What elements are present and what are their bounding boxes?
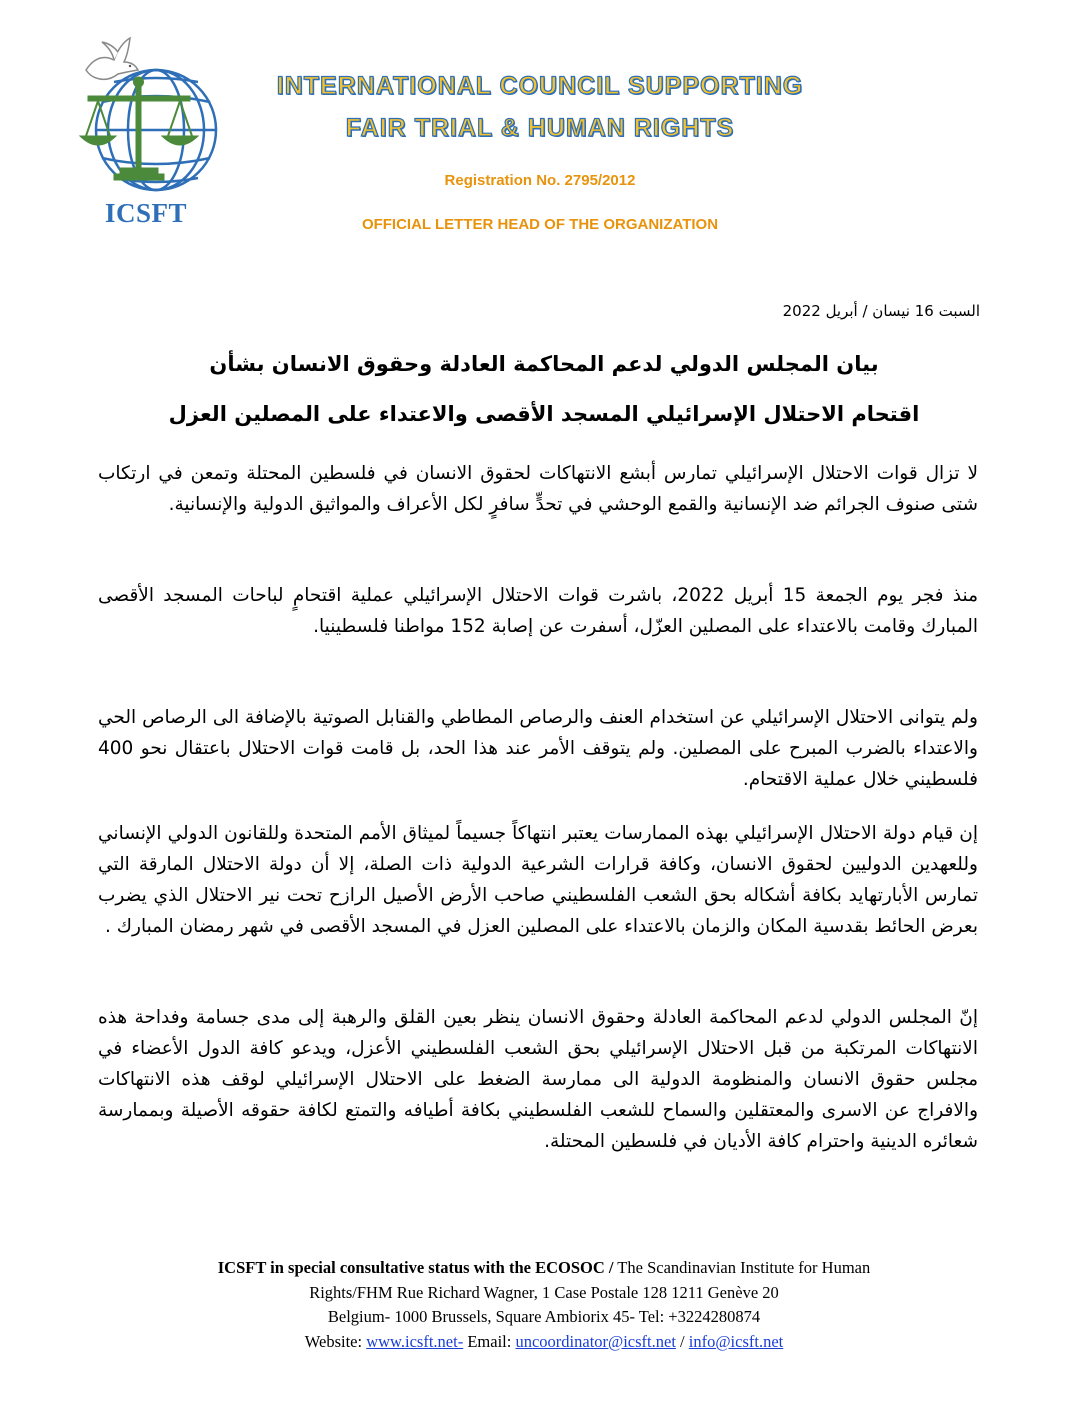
body-paragraph-5: إنّ المجلس الدولي لدعم المحاكمة العادلة وحقوق الانسان ينظر بعين القلق والرهبة إلى مدى جسامة وفداحة هذه الانتهاكات المرتكبة من قبل الاحتلال الإسرائيلي بحق الشعب الفلسطيني الأعزل، ويدعو كافة الدول الأعضاء في مجلس حقوق الانسان والمنظومة الدولية الى ممارسة الضغط على الاحتلال الإسرائيلي لوقف هذه الانتهاكات والافراج عن الاسرى والمعتقلين والسماح للشعب الفلسطيني بكافة أطيافه والتمتع لكافة حقوقه الأصيلة وبممارسة شعائره الدينية واحترام كافة الأديان في فلسطين المحتلة. xyxy=(98,1007,978,1152)
registration-number: Registration No. 2795/2012 xyxy=(444,172,636,189)
email-link-info[interactable]: info@icsft.net xyxy=(688,1331,784,1351)
official-letterhead-label: OFFICIAL LETTER HEAD OF THE ORGANIZATION xyxy=(361,216,719,233)
body-paragraph-4: إن قيام دولة الاحتلال الإسرائيلي بهذه الممارسات يعتبر انتهاكاً جسيماً لميثاق الأمم المتحدة وللقانون الدولي الإنساني وللعهدين الدوليين لحقوق الانسان، وكافة قرارات الشرعية الدولية ذات الصلة، إلا أن دولة الاحتلال المارقة التي تمارس الأبارتهايد بكافة أشكاله بحق الشعب الفلسطيني صاحب الأرض الأصيل الرازح تحت نير الاحتلال الذي يضرب بعرض الحائط بقدسية المكان والزمان بالاعتداء على المصلين العزل في المسجد الأقصى في شهر رمضان المبارك . xyxy=(98,823,978,937)
footer-line-2: Rights/FHM Rue Richard Wagner, 1 Case Postale 128 1211 Genève 20 xyxy=(309,1282,779,1302)
email-link-coordinator[interactable]: uncoordinator@icsft.net xyxy=(515,1331,676,1351)
website-link[interactable]: www.icsft.net- xyxy=(366,1331,464,1351)
statement-title-line1: بيان المجلس الدولي لدعم المحاكمة العادلة وحقوق الانسان بشأن xyxy=(209,352,879,376)
consultative-status-text: ICSFT in special consultative status with the ECOSOC / xyxy=(217,1258,614,1277)
scales-of-justice-icon xyxy=(80,77,198,180)
statement-title-line2: اقتحام الاحتلال الإسرائيلي المسجد الأقصى والاعتداء على المصلين العزل xyxy=(168,402,920,426)
dove-icon xyxy=(86,38,138,79)
body-paragraph-2: منذ فجر يوم الجمعة 15 أبريل 2022، باشرت قوات الاحتلال الإسرائيلي عملية اقتحامٍ لباحات المسجد الأقصى المبارك وقامت بالاعتداء على المصلين العزّل، أسفرت عن إصابة 152 مواطنا فلسطينيا. xyxy=(98,585,978,637)
institute-text: The Scandinavian Institute for Human xyxy=(613,1258,871,1277)
organization-name-line2: FAIR TRIAL & HUMAN RIGHTS xyxy=(345,114,735,142)
footer-line-3: Belgium- 1000 Brussels, Square Ambiorix 45- Tel: +3224280874 xyxy=(327,1307,761,1326)
document-date: السبت 16 نيسان / أبريل 2022 xyxy=(782,302,980,320)
email-label: Email: xyxy=(463,1331,516,1351)
logo-graphic xyxy=(68,30,228,205)
footer-line-1 xyxy=(100,1256,988,1281)
body-paragraph-3: ولم يتوانى الاحتلال الإسرائيلي عن استخدام العنف والرصاص المطاطي والقنابل الصوتية بالإضافة الى الرصاص الحي والاعتداء بالضرب المبرح على المصلين. ولم يتوقف الأمر عند هذا الحد، بل قامت قوات الاحتلال باعتقال نحو 400 فلسطيني خلال عملية الاقتحام. xyxy=(98,707,978,790)
footer xyxy=(100,1256,988,1354)
email-separator: / xyxy=(675,1331,689,1351)
footer-line-4 xyxy=(100,1330,988,1355)
body-paragraph-1: لا تزال قوات الاحتلال الإسرائيلي تمارس أبشع الانتهاكات لحقوق الانسان في فلسطين المحتلة وتمعن في ارتكاب شتى صنوف الجرائم ضد الإنسانية والقمع الوحشي في تحدٍّ سافرٍ لكل الأعراف والمواثيق الدولية والإنسانية. xyxy=(98,463,978,515)
organization-name-line1: INTERNATIONAL COUNCIL SUPPORTING xyxy=(276,72,804,100)
website-label: Website: xyxy=(304,1331,367,1351)
logo-text: ICSFT xyxy=(104,198,188,228)
